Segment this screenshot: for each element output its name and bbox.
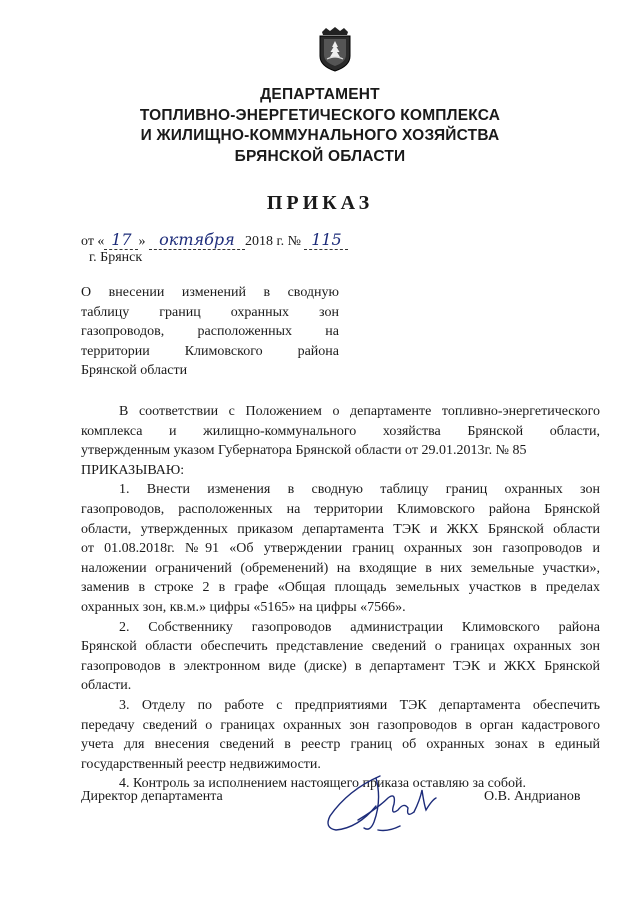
document-type-title: ПРИКАЗ xyxy=(266,192,374,214)
order-number: 115 xyxy=(304,230,348,250)
order-body xyxy=(81,402,600,794)
signer-position: Директор департамента xyxy=(81,789,223,804)
coat-of-arms-icon xyxy=(317,26,353,72)
date-mid: » xyxy=(138,234,146,249)
city-name: г. Брянск xyxy=(89,250,143,265)
date-prefix: от « xyxy=(81,234,105,249)
body-line: охранных зон, кв.м.» цифры «5165» на цифры «7566». xyxy=(81,599,406,615)
signer-name: О.В. Андрианов xyxy=(484,789,581,804)
date-year: 2018 г. xyxy=(244,234,285,249)
body-line: 2. Собственнику газопроводов администрации Климовского района xyxy=(119,619,600,635)
date-day: 17 xyxy=(104,230,138,250)
number-label: № xyxy=(287,234,301,249)
body-line: 1. Внести изменения в сводную таблицу границ охранных зон xyxy=(119,482,600,498)
department-name-line-3: И ЖИЛИЩНО-КОММУНАЛЬНОГО ХОЗЯЙСТВА xyxy=(140,127,500,144)
subject-line: Брянской области xyxy=(81,363,188,379)
handwritten-signature-icon xyxy=(318,770,442,846)
body-line: наложении ограничений (обременений) на входящие в них земельные участки», xyxy=(81,560,600,576)
subject-line: территории Климовского района xyxy=(81,343,339,359)
subject-line: таблицу границ охранных зон xyxy=(81,304,339,320)
date-month: октября xyxy=(149,230,245,250)
body-line: утвержденным указом Губернатора Брянской области от 29.01.2013г. № 85 xyxy=(81,443,527,459)
body-line: от 01.08.2018г. №91 «Об утверждении границ охранных зон газопроводов и xyxy=(81,541,600,557)
body-line: государственный реестр недвижимости. xyxy=(81,756,321,772)
subject-line: О внесении изменений в сводную xyxy=(81,285,339,300)
department-name-line-2: ТОПЛИВНО-ЭНЕРГЕТИЧЕСКОГО КОМПЛЕКСА xyxy=(139,107,501,124)
body-line: Брянской области обеспечить представление сведений о границах охранных зон xyxy=(81,639,600,655)
order-subject xyxy=(81,283,339,381)
body-line: области, утвержденных приказом департамента ТЭК и ЖКХ Брянской области xyxy=(81,521,600,537)
body-line: учета для внесения сведений в реестр границ об охранных зонах в единый xyxy=(81,737,600,753)
body-line: 3. Отделу по работе с предприятиями ТЭК департамента обеспечить xyxy=(119,697,600,713)
body-line: газопроводов, расположенных на территории Климовского района Брянской xyxy=(81,501,600,517)
body-line: передачу сведений о границах охранных зон газопроводов в орган кадастрового xyxy=(81,717,600,733)
body-line: заменив в строке 2 в графе «Общая площадь земельных участков в пределах xyxy=(81,580,600,596)
subject-line: газопроводов, расположенных на xyxy=(81,324,339,340)
body-line: 4. Контроль за исполнением настоящего приказа оставляю за собой. xyxy=(119,776,527,792)
body-line: области. xyxy=(81,678,132,694)
body-line: В соответствии с Положением о департаменте топливно-энергетического xyxy=(119,404,600,419)
body-line: газопроводов в электронном виде (диске) в департамент ТЭК и ЖКХ Брянской xyxy=(81,658,600,674)
department-name-line-4: БРЯНСКОЙ ОБЛАСТИ xyxy=(234,148,406,165)
department-name-line-1: ДЕПАРТАМЕНТ xyxy=(260,86,380,103)
date-number-line xyxy=(81,230,348,250)
body-line: комплекса и жилищно-коммунального хозяйства Брянской области, xyxy=(81,423,600,439)
order-keyword: ПРИКАЗЫВАЮ: xyxy=(81,462,185,478)
